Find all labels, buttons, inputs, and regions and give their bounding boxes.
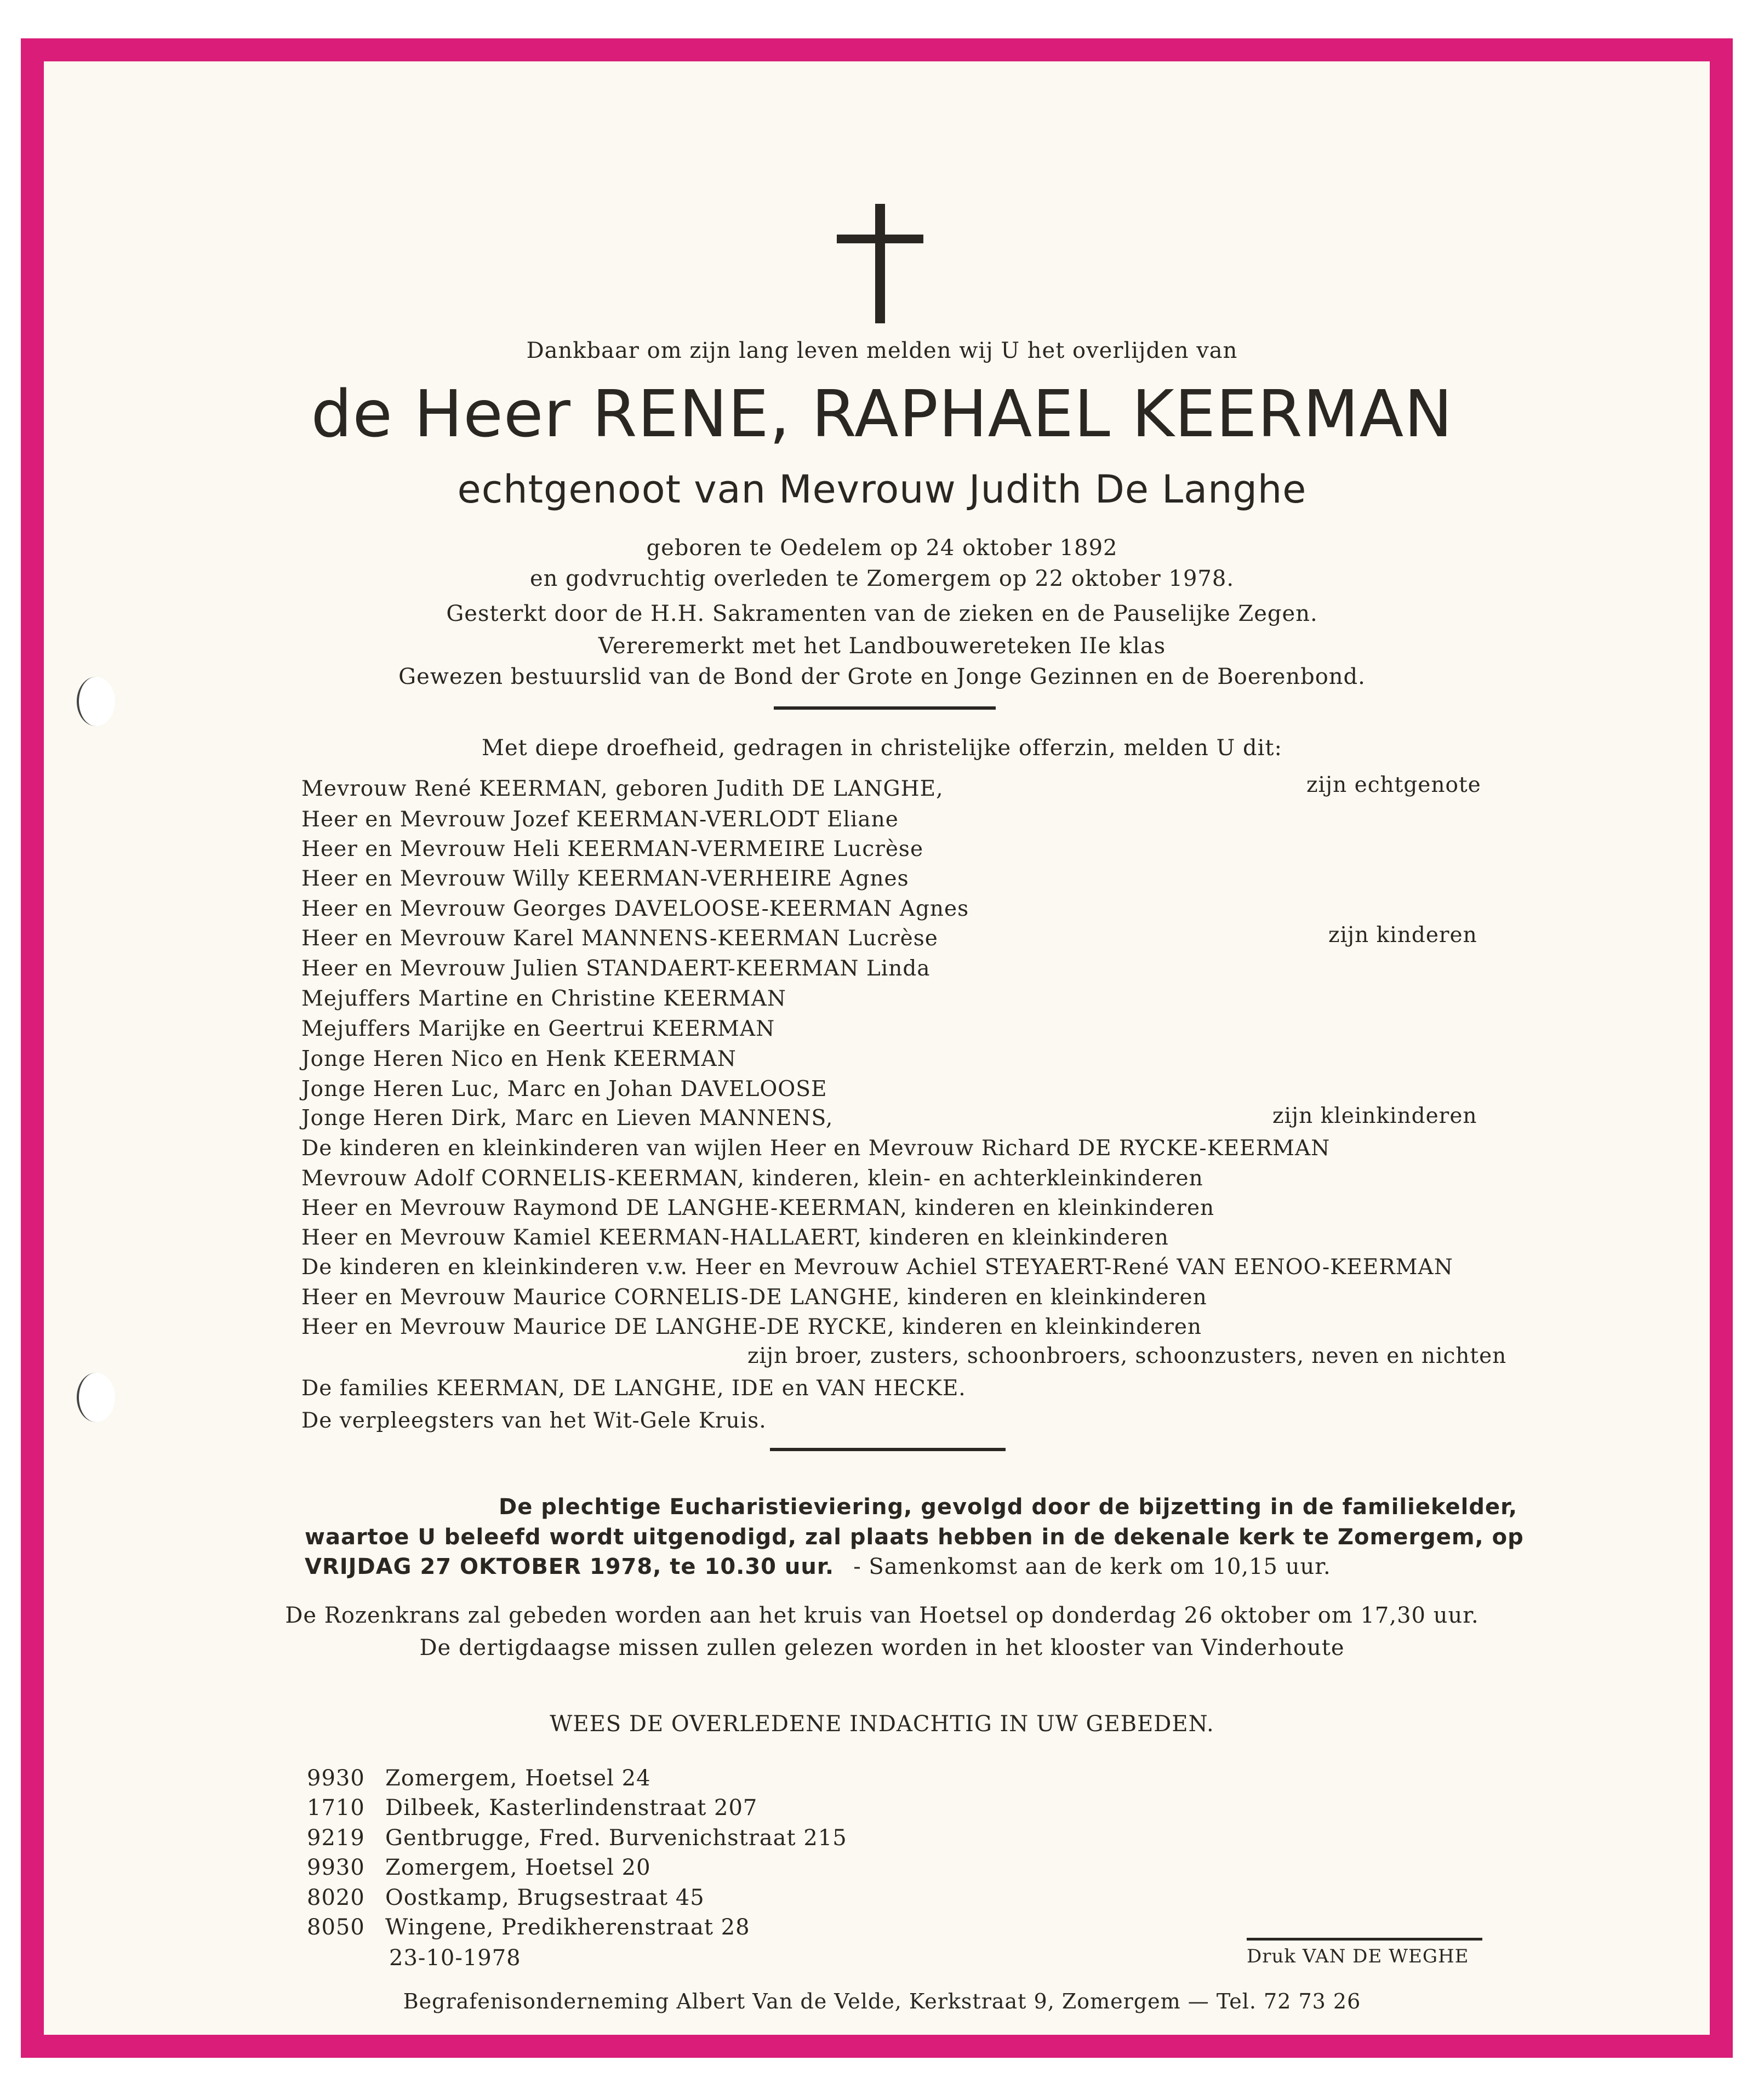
family-line: Heer en Mevrouw Kamiel KEERMAN-HALLAERT, kinderen en kleinkinderen xyxy=(301,1225,1169,1250)
undertaker-line: Begrafenisonderneming Albert Van de Velde, Kerkstraat 9, Zomergem — Tel. 72 73 26 xyxy=(403,1989,1361,2013)
nurses-line: De verpleegsters van het Wit-Gele Kruis. xyxy=(301,1408,767,1433)
deceased-name: de Heer RENE, RAPHAEL KEERMAN xyxy=(311,376,1453,452)
sacraments-line: Gesterkt door de H.H. Sakramenten van de zieken en de Pauselijke Zegen. xyxy=(446,601,1318,626)
intro-text: Dankbaar om zijn lang leven melden wij U het overlijden van xyxy=(526,338,1238,363)
address-place: Dilbeek, Kasterlindenstraat 207 xyxy=(385,1795,758,1821)
board-member-line: Gewezen bestuurslid van de Bond der Grote en Jonge Gezinnen en de Boerenbond. xyxy=(398,664,1366,689)
family-line: Mevrouw Adolf CORNELIS-KEERMAN, kinderen, klein- en achterkleinkinderen xyxy=(301,1166,1203,1191)
family-line: Heer en Mevrouw Maurice DE LANGHE-DE RYCKE, kinderen en kleinkinderen xyxy=(301,1315,1202,1339)
role-children: zijn kinderen xyxy=(1328,923,1477,948)
rosary-line: De Rozenkrans zal gebeden worden aan het kruis van Hoetsel op donderdag 26 oktober om 17,30 uur. xyxy=(285,1603,1479,1628)
divider-1 xyxy=(774,706,996,710)
family-line: Heer en Mevrouw Willy KEERMAN-VERHEIRE Agnes xyxy=(301,866,909,891)
address-code: 8020 xyxy=(307,1885,365,1910)
masses-line: De dertigdaagse missen zullen gelezen worden in het klooster van Vinderhoute xyxy=(419,1635,1345,1660)
address-code: 9930 xyxy=(307,1766,365,1791)
family-line: Mejuffers Martine en Christine KEERMAN xyxy=(301,986,786,1011)
address-place: Oostkamp, Brugsestraat 45 xyxy=(385,1885,705,1910)
address-code: 9219 xyxy=(307,1825,365,1851)
family-line: Heer en Mevrouw Jozef KEERMAN-VERLODT Eliane xyxy=(301,807,899,832)
divider-2 xyxy=(770,1448,1006,1451)
family-line: Heer en Mevrouw Heli KEERMAN-VERMEIRE Lucrèse xyxy=(301,837,924,861)
family-line: De kinderen en kleinkinderen van wijlen Heer en Mevrouw Richard DE RYCKE-KEERMAN xyxy=(301,1136,1331,1161)
mourning-intro: Met diepe droefheid, gedragen in christelijke offerzin, melden U dit: xyxy=(482,735,1282,761)
birth-line: geboren te Oedelem op 24 oktober 1892 xyxy=(646,535,1118,561)
family-line: Heer en Mevrouw Raymond DE LANGHE-KEERMAN, kinderen en kleinkinderen xyxy=(301,1196,1215,1220)
address-place: Zomergem, Hoetsel 24 xyxy=(385,1766,651,1791)
ceremony-line-2: waartoe U beleefd wordt uitgenodigd, zal plaats hebben in de dekenale kerk te Zomergem, op xyxy=(305,1525,1524,1550)
family-line: Heer en Mevrouw Georges DAVELOOSE-KEERMAN Agnes xyxy=(301,897,969,921)
family-line: Heer en Mevrouw Julien STANDAERT-KEERMAN Linda xyxy=(301,956,930,981)
family-line: Mejuffers Marijke en Geertrui KEERMAN xyxy=(301,1017,775,1041)
address-code: 9930 xyxy=(307,1855,365,1880)
ceremony-line-1: De plechtige Eucharistieviering, gevolgd door de bijzetting in de familiekelder, xyxy=(499,1494,1518,1520)
deceased-spouse: echtgenoot van Mevrouw Judith De Langhe xyxy=(457,467,1307,512)
punch-hole-bottom xyxy=(77,1373,115,1422)
address-place: Zomergem, Hoetsel 20 xyxy=(385,1855,651,1880)
role-siblings: zijn broer, zusters, schoonbroers, schoonzusters, neven en nichten xyxy=(747,1344,1507,1368)
ceremony-line-3 xyxy=(305,1554,1331,1579)
address-code: 1710 xyxy=(307,1795,365,1821)
family-line: De kinderen en kleinkinderen v.w. Heer en Mevrouw Achiel STEYAERT-René VAN EENOO-KEERMAN xyxy=(301,1255,1453,1280)
family-line: Jonge Heren Luc, Marc en Johan DAVELOOSE xyxy=(301,1077,827,1102)
role-grandchildren: zijn kleinkinderen xyxy=(1272,1104,1477,1128)
role-spouse: zijn echtgenote xyxy=(1306,773,1481,797)
death-line: en godvruchtig overleden te Zomergem op 22 oktober 1978. xyxy=(529,566,1235,591)
decoration-line: Vereremerkt met het Landbouwereteken IIe klas xyxy=(598,634,1166,659)
announcement-date: 23-10-1978 xyxy=(389,1945,521,1971)
remember-line: WEES DE OVERLEDENE INDACHTIG IN UW GEBEDEN. xyxy=(550,1711,1214,1737)
family-line: Jonge Heren Nico en Henk KEERMAN xyxy=(301,1047,737,1071)
printer-rule xyxy=(1247,1938,1482,1941)
gathering-time: - Samenkomst aan de kerk om 10,15 uur. xyxy=(853,1554,1331,1579)
address-place: Gentbrugge, Fred. Burvenichstraat 215 xyxy=(385,1825,847,1851)
family-line: Heer en Mevrouw Maurice CORNELIS-DE LANGHE, kinderen en kleinkinderen xyxy=(301,1285,1207,1310)
families-line: De families KEERMAN, DE LANGHE, IDE en VAN HECKE. xyxy=(301,1376,966,1401)
ceremony-date: VRIJDAG 27 OKTOBER 1978, te 10.30 uur. xyxy=(305,1554,835,1579)
address-place: Wingene, Predikherenstraat 28 xyxy=(385,1915,750,1940)
family-line: Jonge Heren Dirk, Marc en Lieven MANNENS, xyxy=(301,1106,834,1131)
address-code: 8050 xyxy=(307,1915,365,1940)
printer-credit: Druk VAN DE WEGHE xyxy=(1247,1945,1469,1967)
family-line: Mevrouw René KEERMAN, geboren Judith DE LANGHE, xyxy=(301,777,944,801)
family-line: Heer en Mevrouw Karel MANNENS-KEERMAN Lucrèse xyxy=(301,926,938,951)
